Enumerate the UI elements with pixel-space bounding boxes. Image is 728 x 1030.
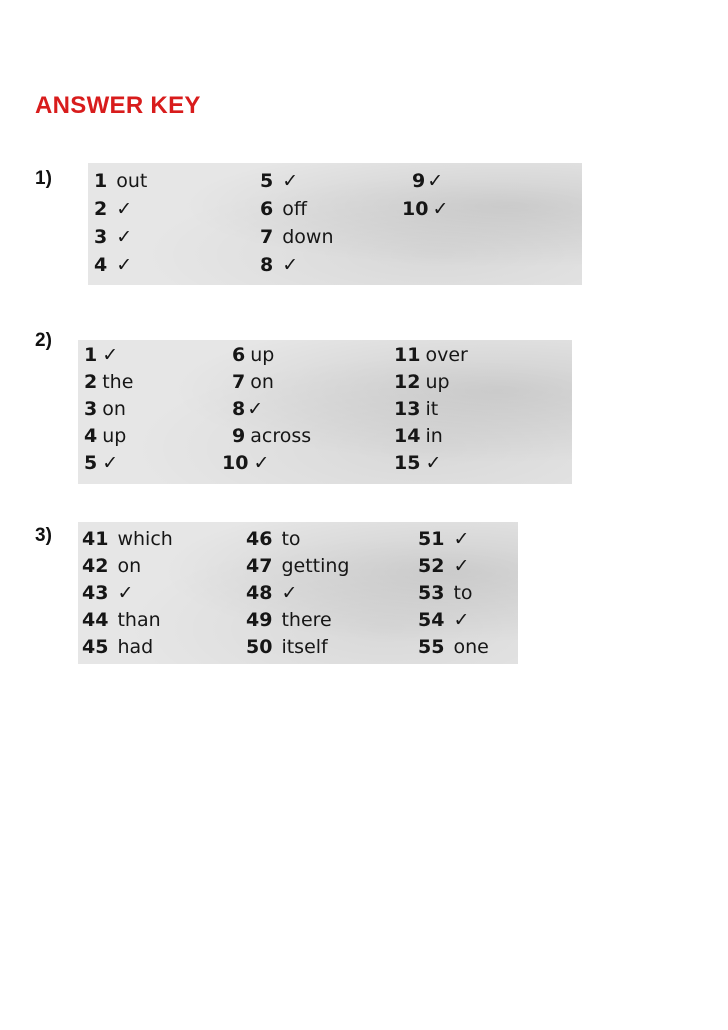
page-title: ANSWER KEY <box>35 92 201 119</box>
answer-item: 9 ✓ <box>412 170 444 192</box>
answer-item: 53 to <box>418 582 473 604</box>
answer-item: 9 across <box>232 425 312 447</box>
answer-item: 4 ✓ <box>94 254 133 276</box>
answer-item: 10 ✓ <box>402 198 449 220</box>
answer-item: 41 which <box>82 528 173 550</box>
answer-item: 50 itself <box>246 636 328 658</box>
answer-item: 12 up <box>394 371 450 393</box>
section-3-label: 3) <box>35 525 52 546</box>
answer-item: 51 ✓ <box>418 528 470 550</box>
answer-item: 43 ✓ <box>82 582 134 604</box>
answer-item: 48 ✓ <box>246 582 298 604</box>
answer-item: 46 to <box>246 528 301 550</box>
section-1-label: 1) <box>35 168 52 189</box>
answer-item: 55 one <box>418 636 489 658</box>
answer-item: 3 on <box>84 398 126 420</box>
answer-item: 7 down <box>260 226 334 248</box>
answer-item: 44 than <box>82 609 161 631</box>
answer-item: 1 out <box>94 170 148 192</box>
answer-item: 1 ✓ <box>84 344 119 366</box>
section-2-label: 2) <box>35 330 52 351</box>
section-1-answers <box>88 163 582 285</box>
answer-item: 13 it <box>394 398 439 420</box>
answer-item: 4 up <box>84 425 127 447</box>
answer-item: 5 ✓ <box>84 452 119 474</box>
answer-item: 15 ✓ <box>394 452 442 474</box>
answer-item: 2 the <box>84 371 134 393</box>
answer-item: 52 ✓ <box>418 555 470 577</box>
answer-item: 2 ✓ <box>94 198 133 220</box>
answer-item: 5 ✓ <box>260 170 299 192</box>
answer-item: 47 getting <box>246 555 350 577</box>
answer-item: 54 ✓ <box>418 609 470 631</box>
answer-item: 11 over <box>394 344 468 366</box>
answer-item: 6 off <box>260 198 307 220</box>
answer-item: 7 on <box>232 371 274 393</box>
answer-item: 6 up <box>232 344 275 366</box>
answer-item: 8 ✓ <box>232 398 264 420</box>
answer-item: 42 on <box>82 555 142 577</box>
answer-item: 3 ✓ <box>94 226 133 248</box>
answer-item: 45 had <box>82 636 154 658</box>
answer-item: 8 ✓ <box>260 254 299 276</box>
answer-item: 49 there <box>246 609 332 631</box>
answer-item: 10 ✓ <box>222 452 270 474</box>
answer-item: 14 in <box>394 425 443 447</box>
section-2-answers <box>78 340 572 484</box>
